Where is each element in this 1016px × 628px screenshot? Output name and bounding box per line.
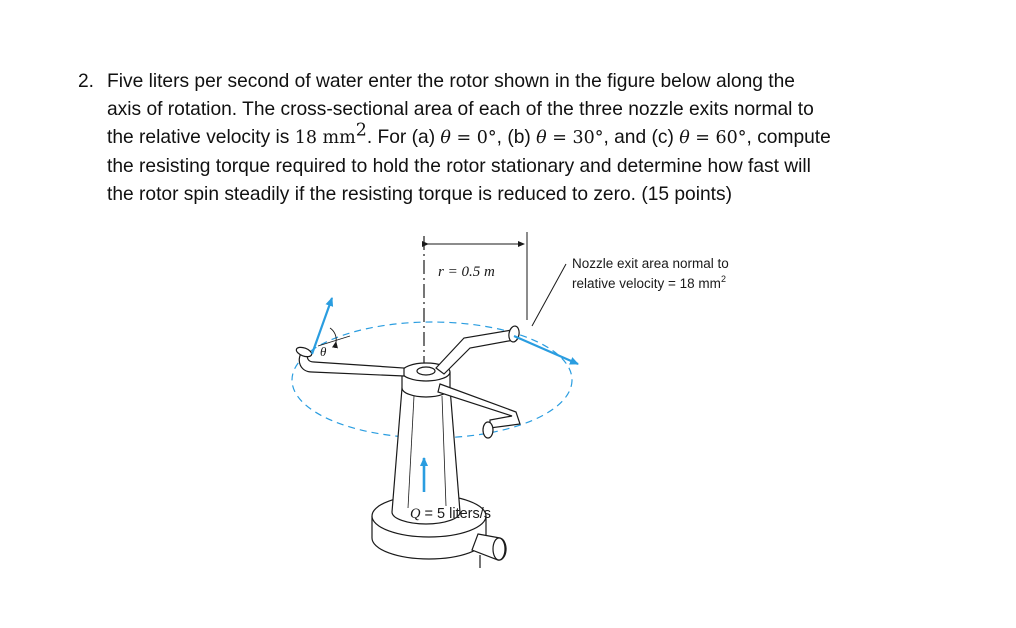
radius-label: r = 0.5 m [438,264,495,280]
problem-line-2: axis of rotation. The cross-sectional area of each of the three nozzle exits normal to [107,99,814,121]
nozzle-leader-line [532,264,566,326]
problem-line-1: Five liters per second of water enter the rotor shown in the figure below along the [107,71,795,92]
theta-symbol: θ [679,128,690,149]
flow-rate-label: Q = 5 liters/s [410,506,491,522]
theta-symbol: θ [440,128,451,149]
problem-line-3: the relative velocity is 18 $mm^2$. For (a) θ = 0°, (b) θ = 30°, and (c) θ = 60°, compute [107,121,831,149]
problem-line-5: the rotor spin steadily if the resisting torque is reduced to zero. (15 points) [107,183,732,205]
theta-symbol: θ [536,128,547,149]
rotor-column [392,388,460,524]
nozzle-label-line-1: Nozzle exit area normal to [572,256,729,271]
theta-label: θ [320,344,327,359]
area-value: 18 mm [294,128,356,149]
nozzle-label-line-2: relative velocity = 18 $mm^2$ [572,274,726,291]
problem-line-4: the resisting torque required to hold the rotor stationary and determine how fast will [107,155,811,177]
jet-arrow-right [514,336,578,364]
problem-number: 2. [78,71,95,92]
rotor-arm-1 [436,325,520,374]
